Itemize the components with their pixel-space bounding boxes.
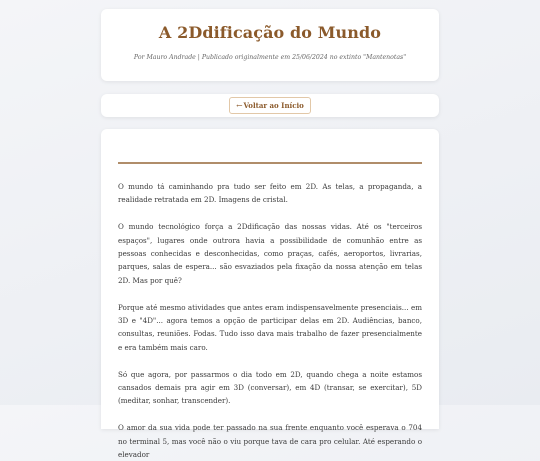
divider [118,162,422,164]
arrow-left-icon: ← [236,101,243,110]
page-container [101,0,439,460]
article-body [101,129,439,460]
paragraph: O mundo tecnológico força a 2Ddificação das nossas vidas. Até os "terceiros espaços", lugares onde outrora havia a possibilidade de comunhão entre as pessoas conhecidas e desconhecidas, como praças, cafés, aeroportos, livrarias, parques, salas de espera... são esvaziados pela fixação da nossa atenção em telas 2D. Mas por quê? [118,222,422,285]
paragraph: O mundo tá caminhando pra tudo ser feito em 2D. As telas, a propaganda, a realidade retratada em 2D. Imagens de cristal. [118,182,422,205]
paragraph: Porque até mesmo atividades que antes eram indispensavelmente presenciais... em 3D e "4D"... agora temos a opção de participar delas em 2D. Audiências, banco, consultas, reuniões. Fodas. Tudo isso dava mais trabalho de fazer presencialmente e era também mais caro. [118,302,422,352]
page-title: A 2Ddificação do Mundo [158,23,382,42]
back-button-label: Voltar ao Início [243,101,304,110]
paragraph: Só que agora, por passarmos o dia todo em 2D, quando chega a noite estamos cansados demais pra agir em 3D (conversar), em 4D (transar, se exercitar), 5D (meditar, sonhar, transcender). [118,369,422,406]
article-header [101,9,439,81]
paragraph: O amor da sua vida pode ter passado na sua frente enquanto você esperava o 704 no terminal 5, mas você não o viu porque tava de cara pro celular. Até esperando o elevador [118,423,422,460]
nav-bar [101,94,439,117]
byline: Por Mauro Andrade | Publicado originalmente em 25/06/2024 no extinto "Mantenotas" [133,54,407,61]
back-to-home-button[interactable] [229,97,311,114]
